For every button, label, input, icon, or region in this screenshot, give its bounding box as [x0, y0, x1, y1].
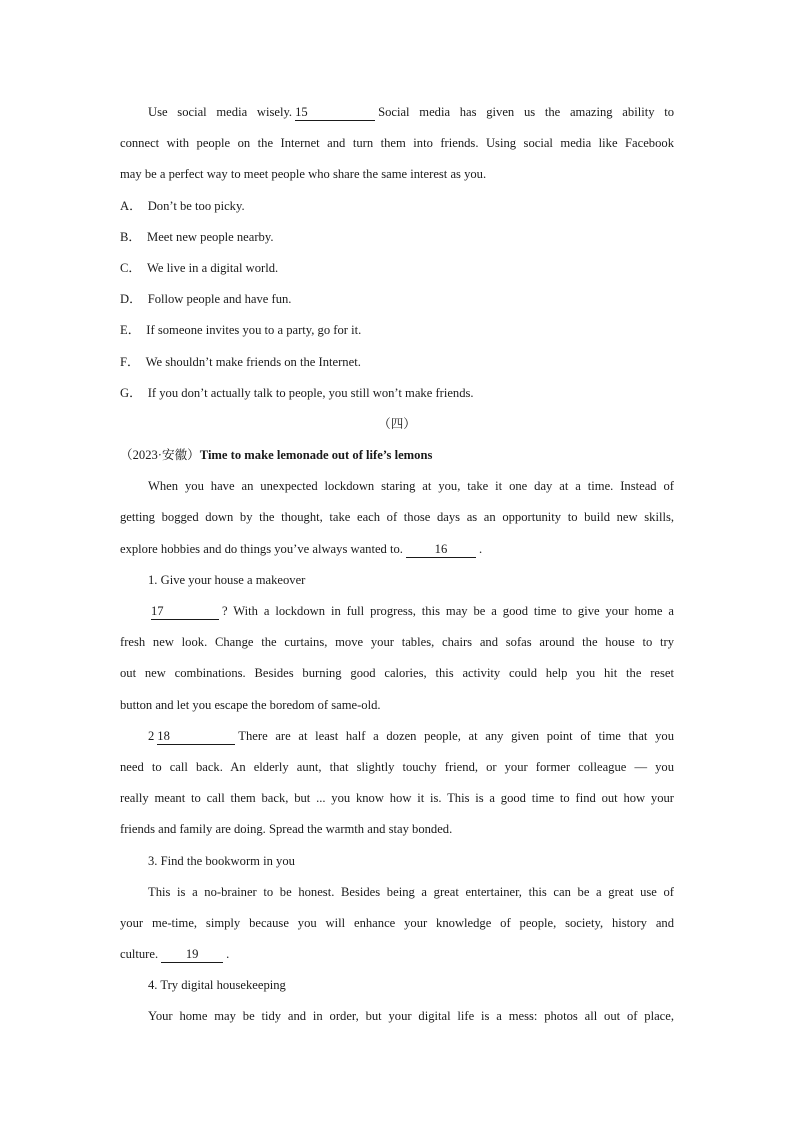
answer-blank-18: 18 [157, 729, 235, 745]
option-c: C． We live in a digital world. [120, 260, 279, 275]
answer-blank-17: 17 [151, 604, 219, 620]
heading-4: 4. Try digital housekeeping [148, 978, 286, 993]
option-a: A． Don’t be too picky. [120, 198, 245, 213]
p4-line-3: culture. 19 . [120, 947, 230, 962]
intro-line-2: connect with people on the Internet and turn them into friends. Using social media like Facebook [120, 136, 674, 151]
passage-heading [120, 443, 674, 474]
heading-1: 1. Give your house a makeover [148, 572, 306, 587]
option-e: E． If someone invites you to a party, go for it. [120, 323, 362, 338]
p3-line-4: friends and family are doing. Spread the warmth and stay bonded. [120, 822, 453, 837]
answer-blank-19: 19 [161, 947, 223, 963]
option-b: B． Meet new people nearby. [120, 229, 274, 244]
p3-line-2: need to call back. An elderly aunt, that slightly touchy friend, or your former colleague — you [120, 759, 674, 774]
p5-line-1: Your home may be tidy and in order, but your digital life is a mess: photos all out of place, [148, 1009, 674, 1024]
p2-line-4: button and let you escape the boredom of same-old. [120, 697, 381, 712]
answer-blank-15: 15 [295, 105, 375, 121]
option-f: F． We shouldn’t make friends on the Internet. [120, 354, 361, 369]
section-marker: （四） [378, 416, 416, 431]
p2-line-3: out new combinations. Besides burning good calories, this activity could help you hit the reset [120, 666, 674, 681]
p1-line-1: When you have an unexpected lockdown staring at you, take it one day at a time. Instead of [148, 479, 674, 494]
answer-blank-16: 16 [406, 542, 476, 558]
option-d: D． Follow people and have fun. [120, 292, 292, 307]
passage-source: （2023·安徽） [120, 448, 200, 463]
p1-line-3: explore hobbies and do things you’ve always wanted to. 16 . [120, 541, 483, 556]
passage-title: Time to make lemonade out of life’s lemons [199, 448, 433, 463]
p4-line-2: your me-time, simply because you will enhance your knowledge of people, society, history and [120, 915, 674, 930]
heading-3: 3. Find the bookworm in you [148, 853, 295, 868]
p4-line-1: This is a no-brainer to be honest. Besides being a great entertainer, this can be a great use of [148, 884, 674, 899]
intro-line-3: may be a perfect way to meet people who share the same interest as you. [120, 167, 487, 182]
p1-line-2: getting bogged down by the thought, take each of those days as an opportunity to build new skills, [120, 510, 674, 525]
intro-line-1: Use social media wisely. 15 Social media has given us the amazing ability to [148, 105, 674, 119]
p2-line-2: fresh new look. Change the curtains, move your tables, chairs and sofas around the house to try [120, 635, 674, 650]
p2-line-1: 17 ? With a lockdown in full progress, this may be a good time to give your home a [151, 604, 674, 618]
option-g: G． If you don’t actually talk to people, you still won’t make friends. [120, 385, 474, 400]
p3-line-1: 2 18 There are at least half a dozen people, at any given point of time that you [148, 728, 674, 743]
document-content [120, 100, 674, 1036]
p3-line-3: really meant to call them back, but ... you know how it is. This is a good time to find out how your [120, 791, 674, 806]
